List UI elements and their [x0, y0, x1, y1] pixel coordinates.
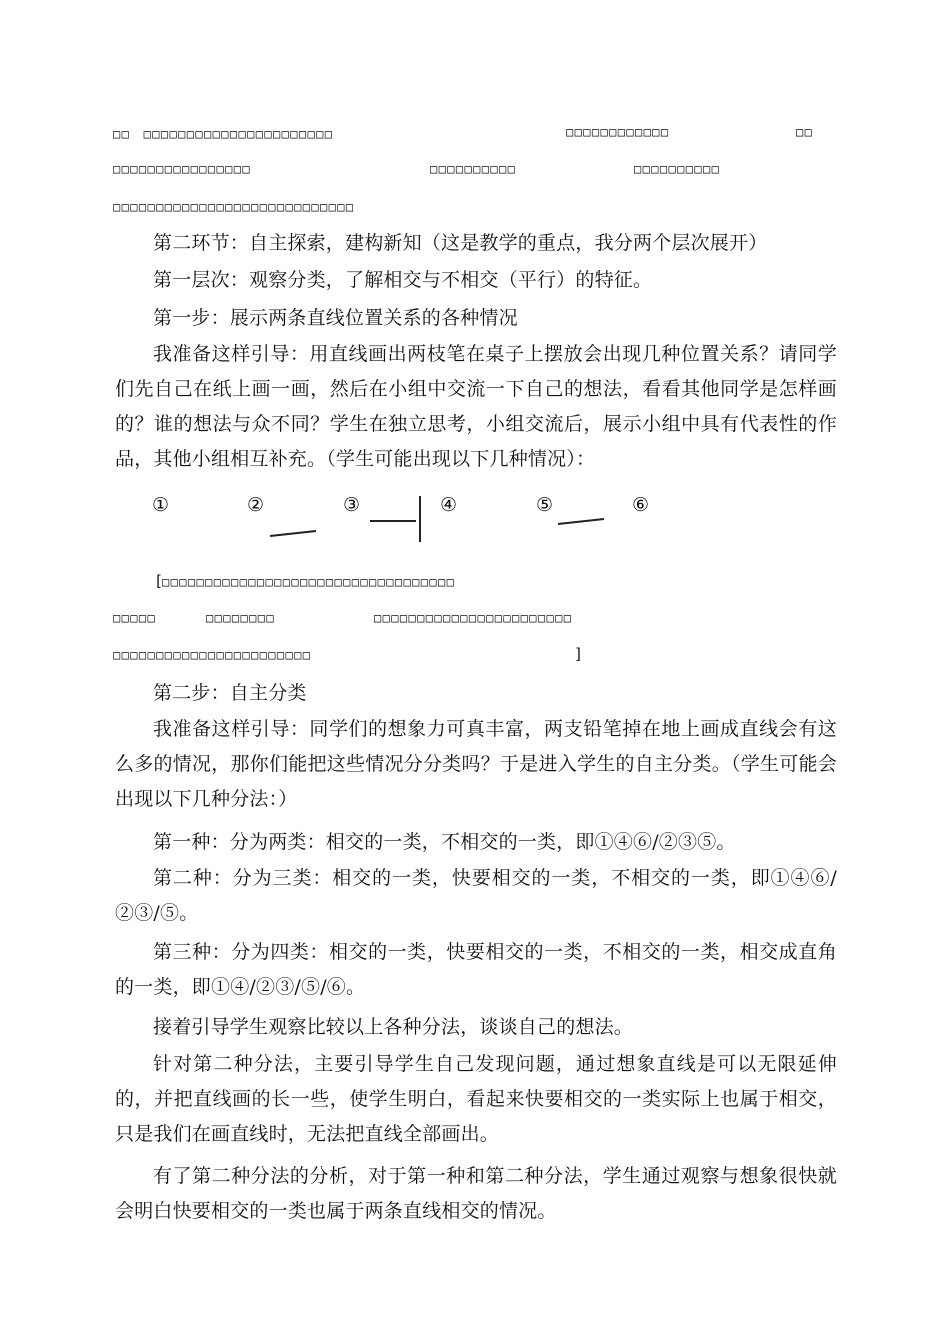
- step1-heading: 第一步：展示两条直线位置关系的各种情况: [153, 307, 518, 329]
- figure-label-6: ⑥: [632, 494, 650, 516]
- garbled-note-line-3: □□□□□□□□□□□□□□□□□□□□□□□: [113, 648, 312, 662]
- figure-5-line: [558, 519, 604, 524]
- method-3: 第三种：分为四类：相交的一类，快要相交的一类，不相交的一类，相交成直角的一类，即①④/②③/⑤/⑥。: [115, 941, 837, 998]
- garbled-line-1c: □□: [796, 125, 814, 139]
- step1-paragraph: 我准备这样引导：用直线画出两枝笔在桌子上摆放会出现几种位置关系？请同学们先自己在纸上画一画，然后在小组中交流一下自己的想法，看看其他同学是怎样画的？谁的想法与众不同？学生在独立思考，小组交流后，展示小组中具有代表性的作品，其他小组相互补充。（学生可能出现以下几种情况）：: [115, 343, 837, 470]
- method-1: 第一种：分为两类：相交的一类，不相交的一类，即①④⑥/②③⑤。: [153, 831, 736, 853]
- section-heading: 第二环节：自主探索，建构新知（这是教学的重点，我分两个层次展开）: [153, 232, 768, 254]
- garbled-line-1b: □□□□□□□□□□□□: [566, 125, 670, 139]
- compare-paragraph: 接着引导学生观察比较以上各种分法，谈谈自己的想法。: [153, 1016, 634, 1038]
- note-close-bracket: ]: [574, 645, 584, 663]
- garbled-line-2c: □□□□□□□□□□: [634, 162, 721, 176]
- garbled-note-line-2c: □□□□□□□□□□□□□□□□□□□□□□□: [374, 611, 573, 625]
- figure-2-line: [270, 531, 316, 536]
- garbled-line-2b: □□□□□□□□□□: [430, 162, 517, 176]
- figure-label-3: ③: [343, 494, 361, 516]
- figure-label-4: ④: [440, 494, 458, 516]
- garbled-line-3a: □□□□□□□□□□□□□□□□□□□□□□□□□□□□: [113, 200, 355, 214]
- garbled-line-1a: □□ □□□□□□□□□□□□□□□□□□□□□□: [113, 127, 334, 141]
- garbled-line-2a: □□□□□□□□□□□□□□□□: [113, 162, 251, 176]
- method-2: 第二种：分为三类：相交的一类，快要相交的一类，不相交的一类，即①④⑥/②③/⑤。: [115, 867, 837, 924]
- garbled-note-line-2a: □□□□□: [113, 611, 157, 625]
- garbled-note-line-1: □□□□□□□□□□□□□□□□□□□□□□□□□□□□□□□□□□: [162, 575, 456, 589]
- analysis-paragraph: 针对第二种分法，主要引导学生自己发现问题，通过想象直线是可以无限延伸的，并把直线画的长一些，使学生明白，看起来快要相交的一类实际上也属于相交，只是我们在画直线时，无法把直线全部画出。: [115, 1053, 837, 1145]
- note-open-bracket: [: [154, 572, 164, 590]
- step2-paragraph: 我准备这样引导：同学们的想象力可真丰富，两支铅笔掉在地上画成直线会有这么多的情况，那你们能把这些情况分分类吗？于是进入学生的自主分类。（学生可能会出现以下几种分法：）: [115, 718, 837, 810]
- conclusion-paragraph: 有了第二种分法的分析，对于第一种和第二种分法，学生通过观察与想象很快就会明白快要相交的一类也属于两条直线相交的情况。: [115, 1165, 837, 1222]
- step2-heading: 第二步：自主分类: [153, 682, 307, 704]
- level-heading: 第一层次：观察分类，了解相交与不相交（平行）的特征。: [153, 269, 653, 291]
- figure-label-2: ②: [247, 494, 265, 516]
- figure-label-5: ⑤: [536, 494, 554, 516]
- figure-label-1: ①: [152, 494, 170, 516]
- garbled-note-line-2b: □□□□□□□□: [206, 611, 275, 625]
